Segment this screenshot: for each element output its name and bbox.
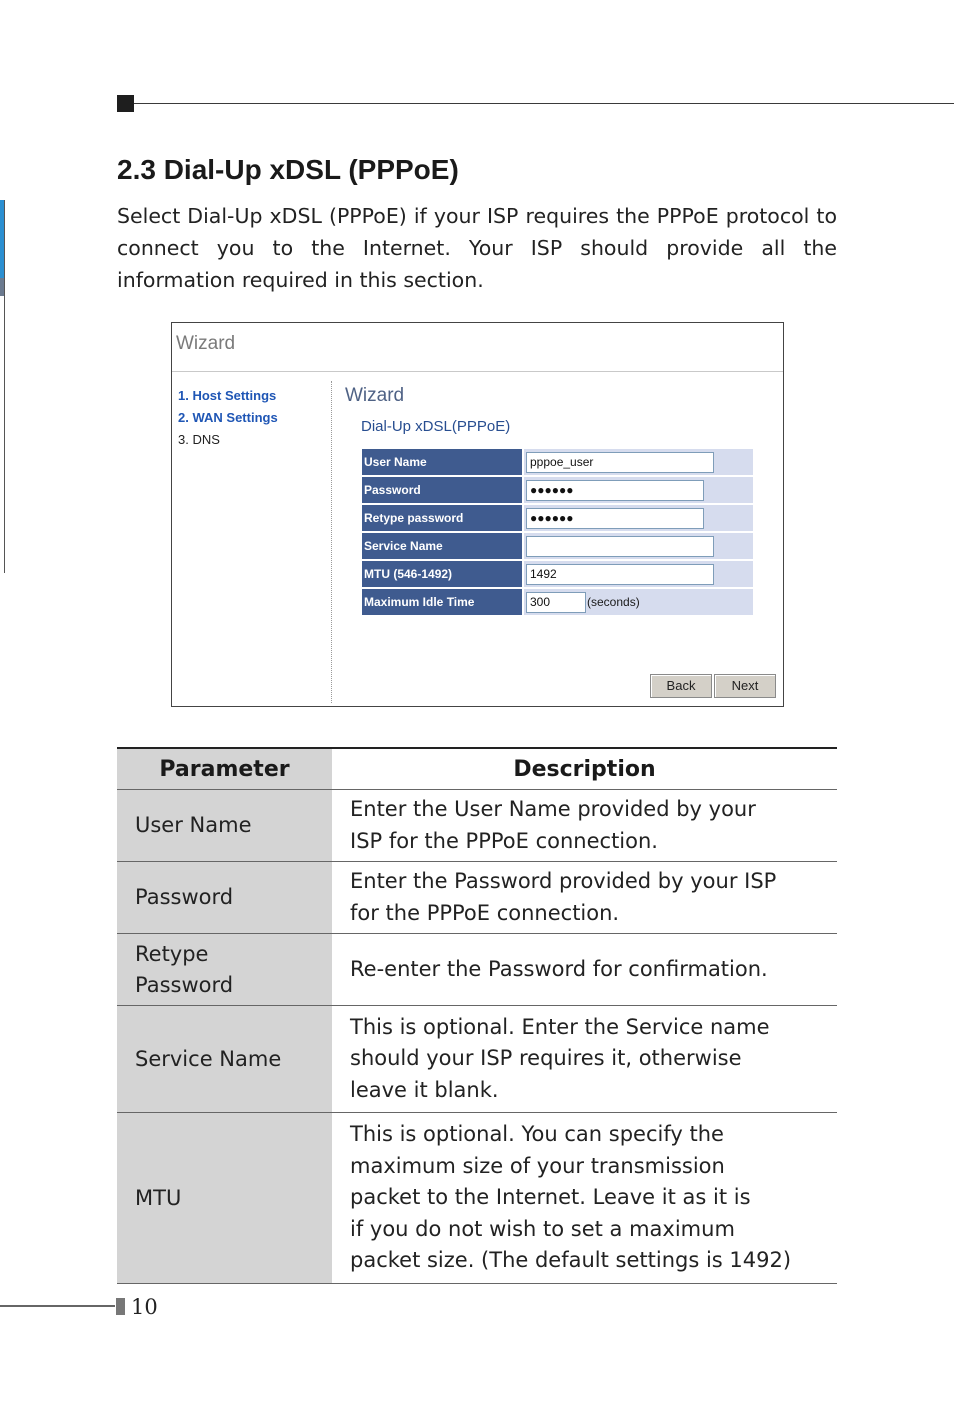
desc-line: This is optional. Enter the Service name [350,1014,770,1039]
table-row [117,790,837,862]
service-name-input[interactable] [526,536,714,557]
wizard-panel-subtitle: Dial-Up xDSL(PPPoE) [361,418,511,435]
form-row-user-name [362,449,753,476]
footer-marker [116,1298,125,1315]
desc-line: if you do not wish to set a maximum [350,1216,735,1241]
form-row-mtu [362,560,753,588]
wizard-panel-title: Wizard [345,385,405,406]
col-header-description: Description [332,748,837,790]
table-row [117,1006,837,1113]
param-cell: MTU [117,1113,332,1284]
user-name-label: User Name [362,449,523,476]
desc-cell [332,862,837,934]
section-heading: 2.3 Dial-Up xDSL (PPPoE) [117,154,459,185]
desc-line: packet size. (The default settings is 1492) [350,1248,792,1273]
table-row [117,1113,837,1284]
desc-cell [332,934,837,1006]
desc-cell [332,1113,837,1284]
desc-line: should your ISP requires it, otherwise [350,1046,742,1071]
param-line: Password [135,972,234,997]
user-name-input[interactable]: pppoe_user [526,452,714,473]
desc-line: ISP for the PPPoE connection. [350,828,658,853]
table-header-row [117,748,837,790]
wizard-nav [178,385,278,451]
password-label: Password [362,476,523,504]
form-row-retype-password [362,504,753,532]
wizard-nav-divider [331,381,332,703]
wizard-screenshot [171,322,784,707]
desc-cell [332,790,837,862]
pppoe-form [362,449,753,617]
desc-line: Enter the User Name provided by your [350,797,756,821]
form-row-service-name [362,532,753,560]
idle-time-unit: (seconds) [587,595,640,609]
desc-line: leave it blank. [350,1077,499,1102]
max-idle-time-input[interactable]: 300 [526,592,586,613]
param-cell: User Name [117,790,332,862]
mtu-input[interactable]: 1492 [526,564,714,585]
left-edge-accent-gray [0,278,4,296]
wizard-title-divider [172,371,783,372]
table-row [117,934,837,1006]
table-row [117,862,837,934]
desc-line: packet to the Internet. Leave it as it is [350,1185,751,1210]
max-idle-time-label: Maximum Idle Time [362,588,523,616]
next-button[interactable]: Next [714,674,776,698]
section-intro: Select Dial-Up xDSL (PPPoE) if your ISP requires the PPPoE protocol to connect you to the Internet. Your ISP should provide all the information required in this section. [117,204,837,292]
footer-rule [0,1305,115,1307]
service-name-label: Service Name [362,532,523,560]
nav-wan-settings[interactable]: 2. WAN Settings [178,410,278,425]
form-row-password [362,476,753,504]
left-edge-accent [0,200,4,278]
nav-host-settings[interactable]: 1. Host Settings [178,388,277,403]
desc-line: maximum size of your transmission [350,1153,725,1178]
desc-line: This is optional. You can specify the [350,1122,724,1147]
col-header-parameter: Parameter [117,748,332,790]
retype-password-label: Retype password [362,504,523,532]
param-cell [117,934,332,1006]
desc-cell [332,1006,837,1113]
back-button[interactable]: Back [650,674,712,698]
param-line: Retype [135,941,209,966]
retype-password-input[interactable]: ●●●●●● [526,508,704,529]
param-cell: Password [117,862,332,934]
desc-line: for the PPPoE connection. [350,900,620,925]
password-input[interactable]: ●●●●●● [526,480,704,501]
wizard-window-title: Wizard [176,333,236,354]
page-number: 10 [131,1295,158,1319]
header-marker [117,95,134,112]
desc-line: Enter the Password provided by your ISP [350,869,777,893]
param-cell: Service Name [117,1006,332,1113]
nav-dns: 3. DNS [178,432,220,447]
parameter-table [117,747,837,1284]
form-row-max-idle-time [362,588,753,616]
header-rule [134,103,954,104]
desc-line: Re-enter the Password for confirmation. [350,956,768,981]
mtu-label: MTU (546-1492) [362,560,523,588]
